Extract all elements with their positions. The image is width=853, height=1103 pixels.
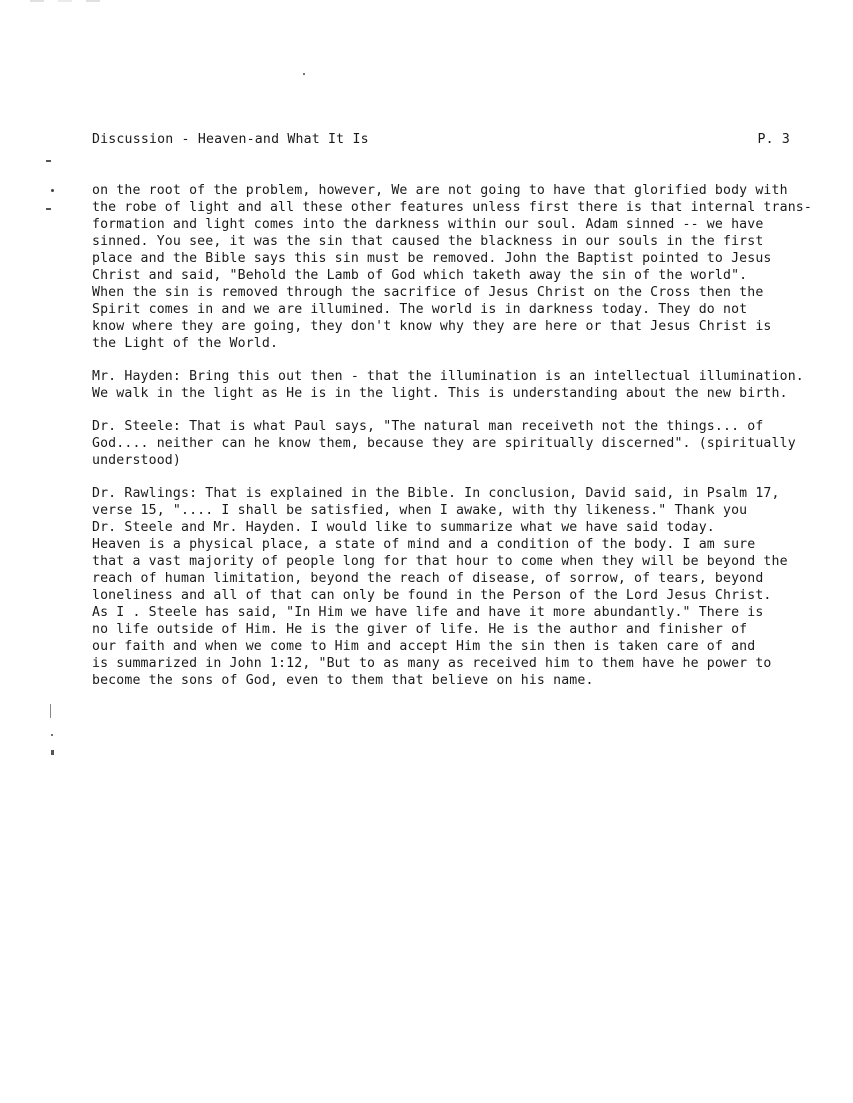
- text-line: understood): [92, 453, 181, 468]
- text-line: Dr. Steele: That is what Paul says, "The natural man receiveth not the things... of: [92, 419, 764, 434]
- margin-mark: [51, 734, 53, 736]
- paragraph-steele: [92, 418, 852, 469]
- text-line: Mr. Hayden: Bring this out then - that the illumination is an intellectual illumination.: [92, 369, 804, 384]
- text-line: Dr. Rawlings: That is explained in the Bible. In conclusion, David said, in Psalm 17,: [92, 486, 780, 501]
- document-body: [92, 182, 852, 705]
- text-line: the Light of the World.: [92, 336, 279, 351]
- margin-mark: [303, 73, 305, 75]
- text-line: When the sin is removed through the sacrifice of Jesus Christ on the Cross then the: [92, 285, 764, 300]
- text-line: loneliness and all of that can only be found in the Person of the Lord Jesus Christ.: [92, 588, 772, 603]
- paragraph-hayden: [92, 368, 852, 402]
- page-number: P. 3: [757, 132, 790, 147]
- text-line: Dr. Steele and Mr. Hayden. I would like to summarize what we have said today.: [92, 520, 715, 535]
- margin-mark: [51, 750, 54, 755]
- margin-mark: [50, 704, 51, 718]
- text-line: become the sons of God, even to them that believe on his name.: [92, 673, 594, 688]
- text-line: no life outside of Him. He is the giver of life. He is the author and finisher of: [92, 622, 748, 637]
- text-line: verse 15, ".... I shall be satisfied, when I awake, with thy likeness." Thank you: [92, 503, 748, 518]
- scan-edge-artifact: [30, 0, 100, 2]
- text-line: We walk in the light as He is in the light. This is understanding about the new birth.: [92, 386, 788, 401]
- text-line: that a vast majority of people long for that hour to come when they will be beyond the: [92, 554, 788, 569]
- text-line: sinned. You see, it was the sin that caused the blackness in our souls in the first: [92, 234, 764, 249]
- paragraph-rawlings: [92, 485, 852, 689]
- text-line: reach of human limitation, beyond the reach of disease, of sorrow, of tears, beyond: [92, 571, 764, 586]
- text-line: is summarized in John 1:12, "But to as many as received him to them have he power to: [92, 656, 772, 671]
- text-line: Spirit comes in and we are illumined. The world is in darkness today. They do not: [92, 302, 748, 317]
- text-line: our faith and when we come to Him and accept Him the sin then is taken care of and: [92, 639, 756, 654]
- margin-mark: [46, 160, 51, 162]
- text-line: As I . Steele has said, "In Him we have life and have it more abundantly." There is: [92, 605, 764, 620]
- text-line: know where they are going, they don't know why they are here or that Jesus Christ is: [92, 319, 772, 334]
- document-title: Discussion - Heaven-and What It Is: [92, 132, 369, 147]
- text-line: Heaven is a physical place, a state of mind and a condition of the body. I am sure: [92, 537, 756, 552]
- page-header: [92, 132, 792, 152]
- paragraph: [92, 182, 852, 352]
- text-line: formation and light comes into the darkness within our soul. Adam sinned -- we have: [92, 217, 764, 232]
- text-line: place and the Bible says this sin must be removed. John the Baptist pointed to Jesus: [92, 251, 772, 266]
- margin-mark: [46, 208, 51, 210]
- text-line: God.... neither can he know them, because they are spiritually discerned". (spiritually: [92, 436, 796, 451]
- text-line: on the root of the problem, however, We are not going to have that glorified body with: [92, 183, 788, 198]
- text-line: the robe of light and all these other features unless first there is that internal trans-: [92, 200, 812, 215]
- margin-mark: [51, 189, 54, 192]
- text-line: Christ and said, "Behold the Lamb of God which taketh away the sin of the world".: [92, 268, 748, 283]
